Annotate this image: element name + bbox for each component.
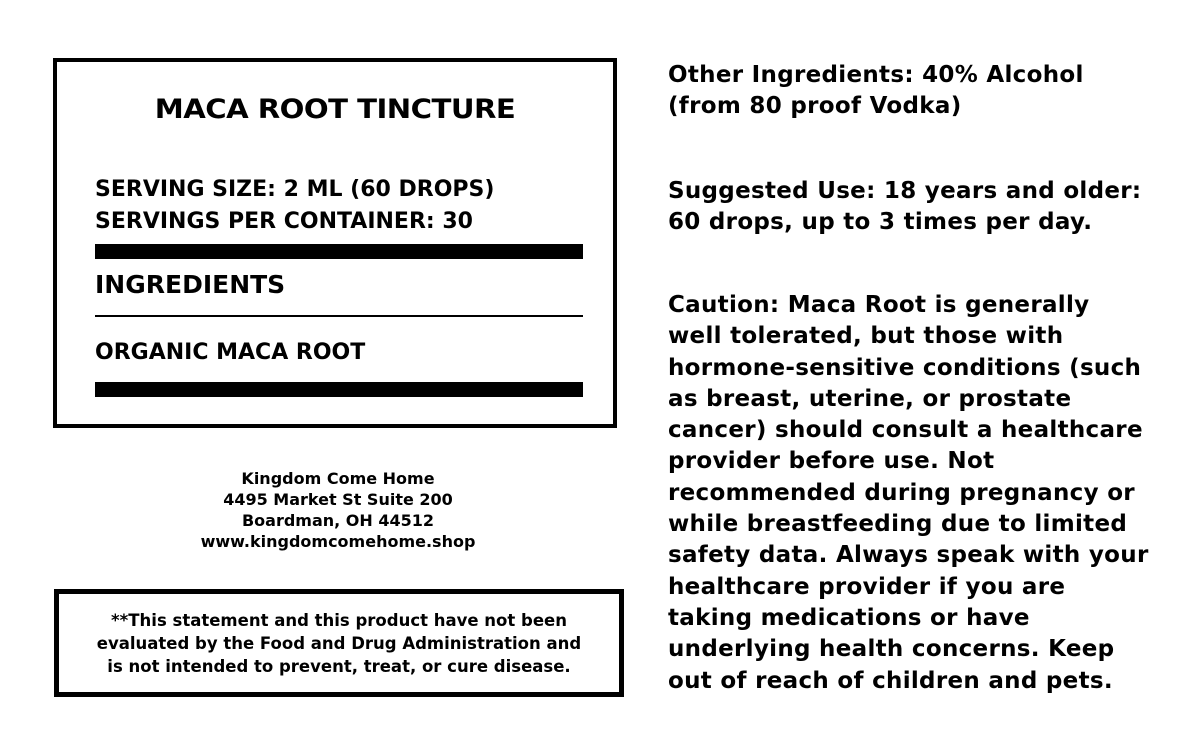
caution-line: healthcare provider if you are <box>668 573 1066 600</box>
caution-text <box>668 290 1188 697</box>
caution-line: well tolerated, but those with <box>668 323 1064 350</box>
website: www.kingdomcomehome.shop <box>200 532 476 551</box>
disclaimer-line: evaluated by the Food and Drug Administration and <box>96 633 582 653</box>
caution-line: provider before use. Not <box>668 448 995 475</box>
caution-line: out of reach of children and pets. <box>668 667 1113 694</box>
product-title: MACA ROOT TINCTURE <box>154 94 516 125</box>
caution-line: cancer) should consult a healthcare <box>668 417 1143 444</box>
company-name: Kingdom Come Home <box>241 469 435 488</box>
fda-disclaimer-box <box>54 589 624 697</box>
caution-line: as breast, uterine, or prostate <box>668 385 1072 412</box>
other-ingredients-line: Other Ingredients: 40% Alcohol <box>668 62 1084 88</box>
disclaimer-line: is not intended to prevent, treat, or cure disease. <box>107 656 571 676</box>
caution-line: while breastfeeding due to limited <box>668 511 1128 538</box>
caution-line: underlying health concerns. Keep <box>668 636 1115 663</box>
ingredient-item: ORGANIC MACA ROOT <box>95 340 366 365</box>
other-ingredients <box>668 60 1188 123</box>
company-address <box>53 468 623 552</box>
ingredients-heading: INGREDIENTS <box>95 270 286 299</box>
serving-info <box>95 174 494 238</box>
caution-line: recommended during pregnancy or <box>668 479 1135 506</box>
thin-divider <box>95 315 583 317</box>
suggested-use <box>668 176 1188 239</box>
disclaimer-line: **This statement and this product have not been <box>111 610 567 630</box>
fda-disclaimer <box>97 609 581 678</box>
city-state-zip: Boardman, OH 44512 <box>241 511 435 530</box>
other-ingredients-line: (from 80 proof Vodka) <box>668 93 962 120</box>
thick-divider-bottom <box>95 382 583 397</box>
thick-divider-top <box>95 244 583 259</box>
serving-size: SERVING SIZE: 2 ML (60 DROPS) <box>95 177 495 202</box>
caution-line: safety data. Always speak with your <box>668 542 1149 569</box>
caution-line: Caution: Maca Root is generally <box>668 292 1090 318</box>
caution-line: hormone-sensitive conditions (such <box>668 354 1142 381</box>
suggested-use-line: 60 drops, up to 3 times per day. <box>668 209 1093 236</box>
suggested-use-line: Suggested Use: 18 years and older: <box>668 178 1142 204</box>
supplement-facts-panel <box>53 58 617 428</box>
servings-per-container: SERVINGS PER CONTAINER: 30 <box>95 209 473 234</box>
street-address: 4495 Market St Suite 200 <box>223 490 453 509</box>
caution-line: taking medications or have <box>668 604 1030 631</box>
